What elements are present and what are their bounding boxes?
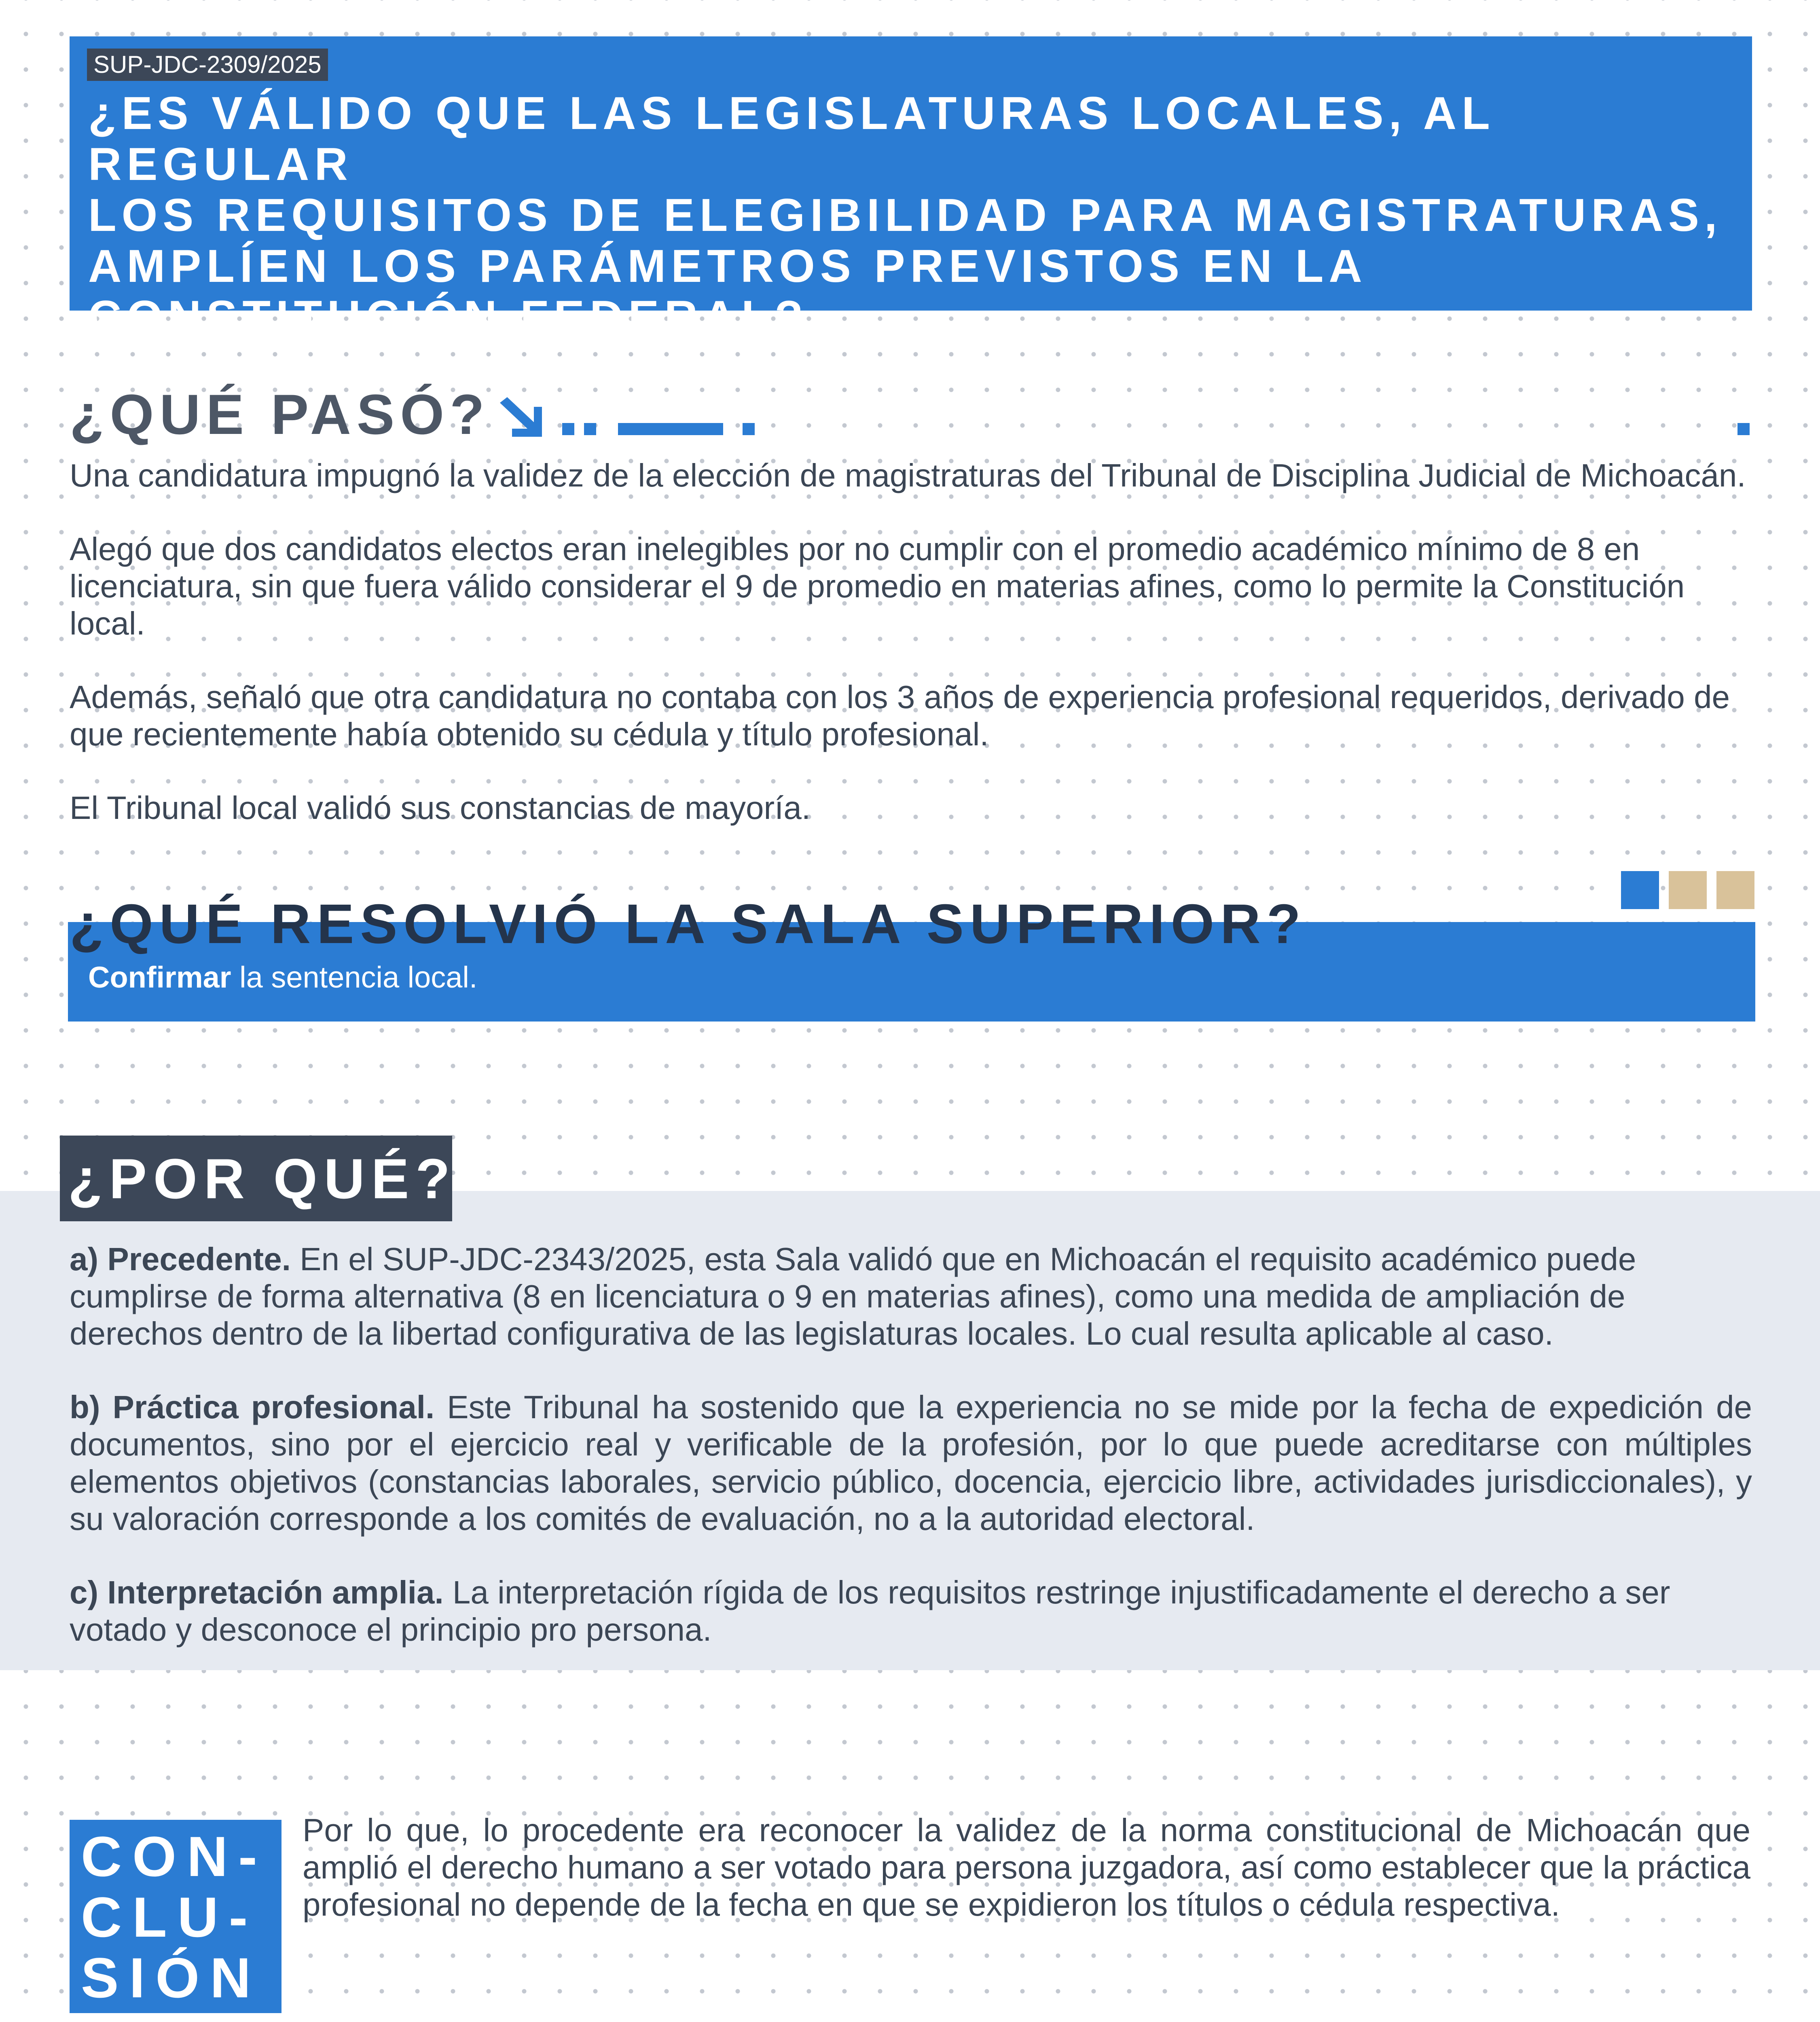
decor-square-blue — [1621, 871, 1659, 909]
reason-lead: b) Práctica profesional. — [70, 1389, 435, 1425]
question-line-4: CONSTITUCIÓN FEDERAL? — [88, 292, 808, 343]
reason-item — [70, 1574, 1752, 1648]
case-id-tag: SUP-JDC-2309/2025 — [87, 49, 328, 81]
decor-dot — [743, 423, 755, 435]
reason-lead: a) Precedente. — [70, 1241, 291, 1277]
reason-text: En el SUP-JDC-2343/2025, esta Sala validó que en Michoacán el requisito académico puede cumplirse de forma alternativa (8 en licenciatura o 9 en materias afines), como una medida de ampliación de derechos dentro de la libertad configurativa de las legislaturas locales. Lo cual resulta aplicable al caso. — [70, 1241, 1636, 1352]
question-line-2: LOS REQUISITOS DE ELEGIBILIDAD PARA MAGISTRATURAS, — [88, 190, 1723, 241]
que-paso-paragraph-4: El Tribunal local validó sus constancias de mayoría. — [70, 790, 811, 826]
decor-dot — [1737, 423, 1750, 435]
decor-dash — [618, 423, 723, 435]
que-paso-paragraph-1: Una candidatura impugnó la validez de la elección de magistraturas del Tribunal de Disciplina Judicial de Michoacán. — [70, 457, 1746, 493]
que-paso-paragraph-3: Además, señaló que otra candidatura no contaba con los 3 años de experiencia profesional requeridos, derivado de que recientemente había obtenido su cédula y título profesional. — [70, 679, 1730, 752]
que-paso-paragraph-2: Alegó que dos candidatos electos eran inelegibles por no cumplir con el promedio académico mínimo de 8 en licenciatura, sin que fuera válido considerar el 9 de promedio en materias afines, como lo permite la Constitución local. — [70, 531, 1685, 641]
conclusion-text: Por lo que, lo procedente era reconocer la validez de la norma constitucional de Michoacán que amplió el derecho humano a ser votado para persona juzgadora, así como establecer que la práctica profesional no depende de la fecha en que se expidieron los títulos o cédula respectiva. — [303, 1812, 1750, 1923]
main-question — [88, 88, 1742, 343]
arrow-down-right-icon — [498, 397, 543, 438]
question-line-1: ¿ES VÁLIDO QUE LAS LEGISLATURAS LOCALES, AL REGULAR — [88, 88, 1494, 190]
decor-dot — [562, 423, 574, 435]
resolvio-heading: ¿QUÉ RESOLVIÓ LA SALA SUPERIOR? — [70, 893, 1307, 955]
conclusion-label-line: CLU- — [81, 1885, 258, 1949]
decor-square-tan — [1716, 871, 1754, 909]
reason-lead: c) Interpretación amplia. — [70, 1574, 444, 1610]
conclusion-label-line: CON- — [81, 1825, 268, 1888]
conclusion-label-box — [70, 1820, 281, 2013]
decor-dot — [584, 423, 596, 435]
question-line-3: AMPLÍEN LOS PARÁMETROS PREVISTOS EN LA — [88, 241, 1367, 292]
reason-text: Este Tribunal ha sostenido que la experiencia no se mide por la fecha de expedición de documentos, sino por el ejercicio real y verificable de la profesión, por lo que puede acreditarse con múltiples elementos objetivos (constancias laborales, servicio público, docencia, ejercicio libre, actividades jurisdiccionales), y su valoración corresponde a los comités de evaluación, no a la autoridad electoral. — [70, 1389, 1752, 1537]
resolvio-answer-rest: la sentencia local. — [231, 960, 478, 994]
reason-item — [70, 1389, 1752, 1538]
resolvio-answer-bold: Confirmar — [88, 960, 231, 994]
resolvio-answer — [88, 959, 477, 996]
por-que-heading: ¿POR QUÉ? — [68, 1147, 457, 1210]
conclusion-label-line: SIÓN — [81, 1946, 262, 2009]
decor-square-tan — [1669, 871, 1707, 909]
reason-text: La interpretación rígida de los requisitos restringe injustificadamente el derecho a ser votado y desconoce el principio pro persona. — [70, 1574, 1670, 1648]
reason-item — [70, 1241, 1752, 1352]
que-paso-heading: ¿QUÉ PASÓ? — [70, 383, 490, 446]
por-que-body — [70, 1241, 1752, 1648]
que-paso-body — [70, 457, 1752, 827]
